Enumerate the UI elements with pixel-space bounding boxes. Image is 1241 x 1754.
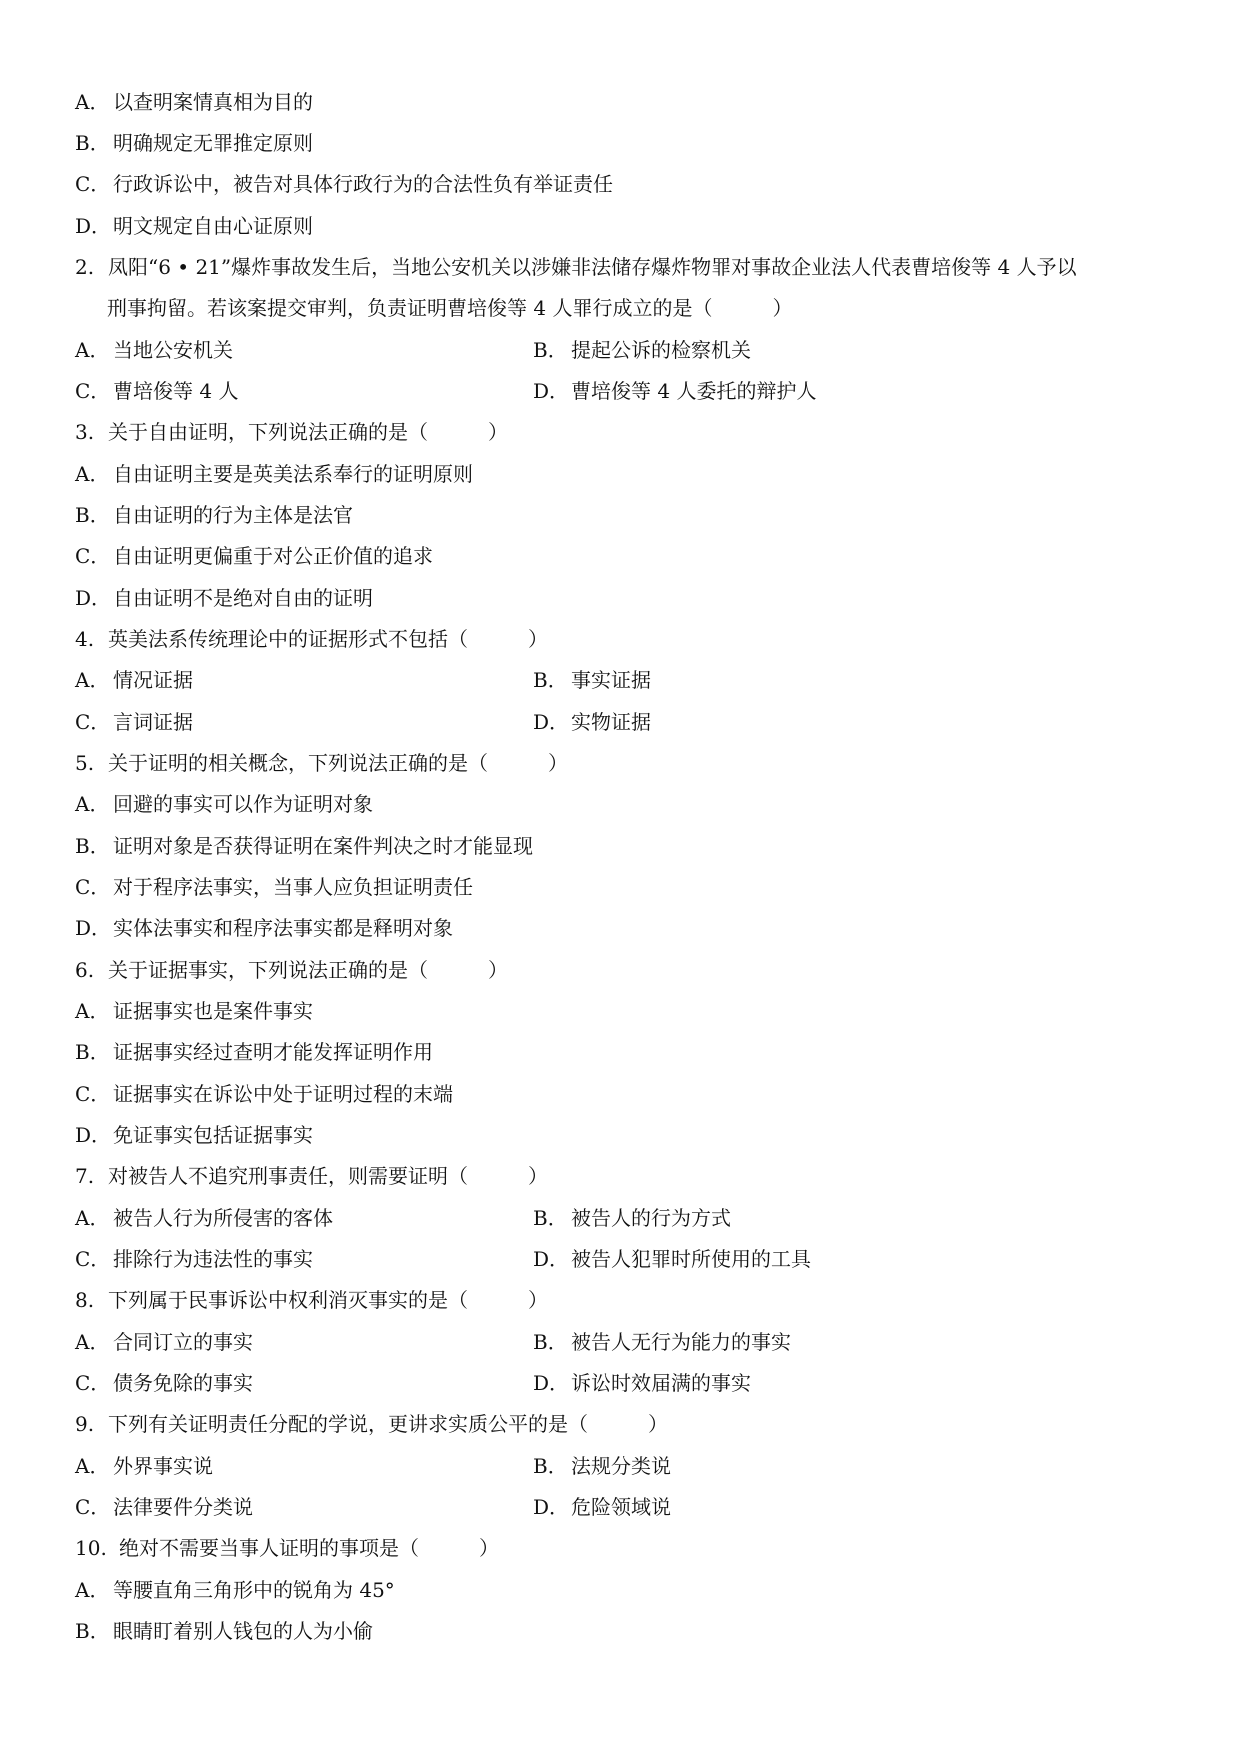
q9-option-b: B． 法规分类说: [533, 1454, 671, 1478]
q5-option-c: C． 对于程序法事实，当事人应负担证明责任: [75, 875, 473, 899]
q9-option-c: C． 法律要件分类说: [75, 1495, 253, 1519]
q2-stem: 2. 凤阳“6 • 21”爆炸事故发生后，当地公安机关以涉嫌非法储存爆炸物罪对事故企业法人代表曹培俊等 4 人予以: [75, 255, 1077, 279]
q7-option-a: A． 被告人行为所侵害的客体: [75, 1206, 333, 1230]
q1-option-a: A． 以查明案情真相为目的: [75, 90, 313, 114]
q10-stem: 10. 绝对不需要当事人证明的事项是（ ）: [75, 1536, 499, 1560]
q1-option-c: C． 行政诉讼中，被告对具体行政行为的合法性负有举证责任: [75, 172, 613, 196]
q2-stem-continued: 刑事拘留。若该案提交审判，负责证明曹培俊等 4 人罪行成立的是（ ）: [107, 296, 793, 320]
q3-option-b: B． 自由证明的行为主体是法官: [75, 503, 353, 527]
q6-option-c: C． 证据事实在诉讼中处于证明过程的末端: [75, 1082, 453, 1106]
q6-option-d: D．免证事实包括证据事实: [75, 1123, 313, 1147]
q4-option-d: D．实物证据: [533, 710, 651, 734]
q9-stem: 9. 下列有关证明责任分配的学说，更讲求实质公平的是（ ）: [75, 1412, 668, 1436]
q6-stem: 6. 关于证据事实，下列说法正确的是（ ）: [75, 958, 508, 982]
q5-option-d: D．实体法事实和程序法事实都是释明对象: [75, 916, 453, 940]
q5-option-a: A． 回避的事实可以作为证明对象: [75, 792, 373, 816]
q9-option-d: D．危险领域说: [533, 1495, 671, 1519]
q8-option-c: C． 债务免除的事实: [75, 1371, 253, 1395]
q8-option-a: A． 合同订立的事实: [75, 1330, 253, 1354]
q3-stem: 3. 关于自由证明，下列说法正确的是（ ）: [75, 420, 508, 444]
q4-option-c: C． 言词证据: [75, 710, 193, 734]
q4-option-b: B． 事实证据: [533, 668, 651, 692]
q9-option-a: A． 外界事实说: [75, 1454, 213, 1478]
q8-option-b: B． 被告人无行为能力的事实: [533, 1330, 791, 1354]
q10-option-b: B． 眼睛盯着别人钱包的人为小偷: [75, 1619, 373, 1643]
q2-option-d: D．曹培俊等 4 人委托的辩护人: [533, 379, 817, 403]
q3-option-d: D．自由证明不是绝对自由的证明: [75, 586, 373, 610]
q7-stem: 7. 对被告人不追究刑事责任，则需要证明（ ）: [75, 1164, 548, 1188]
q7-option-d: D．被告人犯罪时所使用的工具: [533, 1247, 811, 1271]
q1-option-d: D．明文规定自由心证原则: [75, 214, 313, 238]
q5-option-b: B． 证明对象是否获得证明在案件判决之时才能显现: [75, 834, 533, 858]
q7-option-c: C． 排除行为违法性的事实: [75, 1247, 313, 1271]
q8-stem: 8. 下列属于民事诉讼中权利消灭事实的是（ ）: [75, 1288, 548, 1312]
q2-option-a: A． 当地公安机关: [75, 338, 233, 362]
q6-option-a: A． 证据事实也是案件事实: [75, 999, 313, 1023]
q2-option-c: C． 曹培俊等 4 人: [75, 379, 239, 403]
q5-stem: 5. 关于证明的相关概念，下列说法正确的是（ ）: [75, 751, 568, 775]
q8-option-d: D．诉讼时效届满的事实: [533, 1371, 751, 1395]
q3-option-a: A． 自由证明主要是英美法系奉行的证明原则: [75, 462, 473, 486]
q4-stem: 4. 英美法系传统理论中的证据形式不包括（ ）: [75, 627, 548, 651]
q1-option-b: B． 明确规定无罪推定原则: [75, 131, 313, 155]
q4-option-a: A． 情况证据: [75, 668, 193, 692]
q7-option-b: B． 被告人的行为方式: [533, 1206, 731, 1230]
q3-option-c: C． 自由证明更偏重于对公正价值的追求: [75, 544, 433, 568]
q2-option-b: B． 提起公诉的检察机关: [533, 338, 751, 362]
q6-option-b: B． 证据事实经过查明才能发挥证明作用: [75, 1040, 433, 1064]
q10-option-a: A． 等腰直角三角形中的锐角为 45°: [75, 1578, 395, 1602]
